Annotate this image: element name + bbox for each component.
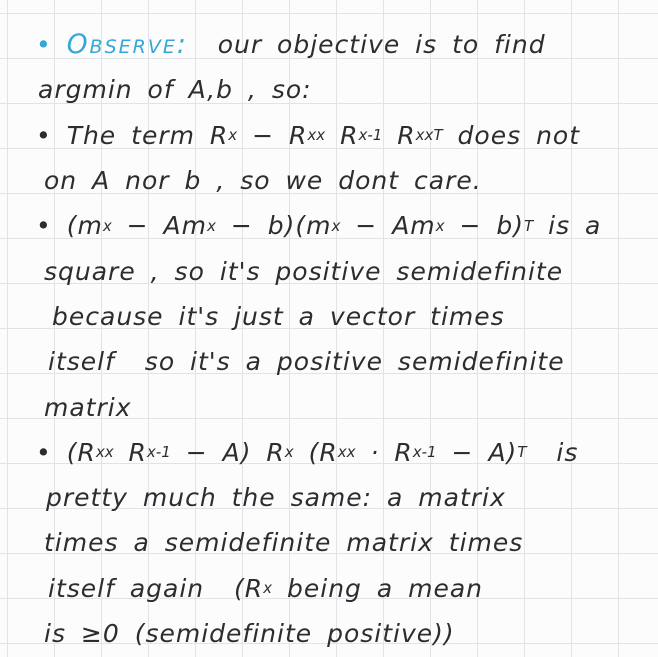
note-text-segment: x xyxy=(263,579,273,598)
note-line-10 xyxy=(36,430,652,475)
note-text-segment: is ≥0 (semidefinite positive)) xyxy=(44,619,455,648)
note-text-segment: T xyxy=(517,443,527,462)
handwritten-note-page xyxy=(36,22,652,656)
note-text-segment: T xyxy=(524,216,534,235)
note-line-5 xyxy=(36,203,652,248)
note-text-segment: (R xyxy=(293,437,338,467)
note-text-segment: pretty much the same: a matrix xyxy=(46,483,506,513)
note-text-segment: x xyxy=(284,443,294,462)
note-text-segment: − Am xyxy=(111,211,207,241)
note-text-segment: − b)(m xyxy=(215,211,332,241)
note-line-2 xyxy=(36,67,652,112)
note-text-segment: is a xyxy=(533,211,602,241)
note-text-segment: x xyxy=(435,216,445,235)
note-text-segment: matrix xyxy=(44,392,132,422)
note-text-segment: x xyxy=(102,216,112,235)
note-text-segment: itself so it's a positive semidefinite xyxy=(48,347,565,377)
note-line-13 xyxy=(36,566,652,611)
note-text-segment: − Am xyxy=(340,211,436,241)
note-text-segment: R xyxy=(113,437,147,467)
note-text-segment: does not xyxy=(442,120,581,150)
note-text-segment: • The term R xyxy=(36,120,229,150)
note-text-segment: − A) R xyxy=(170,437,285,467)
note-line-14 xyxy=(36,611,652,656)
note-text-segment: Observe: xyxy=(66,29,188,61)
note-text-segment: being a mean xyxy=(272,573,484,603)
note-line-8 xyxy=(36,339,652,384)
note-text-segment: x xyxy=(146,443,156,462)
note-text-segment: because it's just a vector times xyxy=(52,301,505,331)
note-text-segment: itself again (R xyxy=(48,573,264,603)
note-line-1 xyxy=(36,22,652,67)
note-line-9 xyxy=(36,384,652,429)
note-text-segment: -1 xyxy=(421,443,437,462)
note-text-segment: T xyxy=(433,126,443,145)
note-text-segment: · R xyxy=(355,437,413,467)
note-line-12 xyxy=(36,520,652,565)
note-text-segment: xx xyxy=(415,126,434,145)
note-text-segment: x xyxy=(207,216,216,235)
note-line-4 xyxy=(36,158,652,203)
note-text-segment: • (R xyxy=(36,437,96,467)
note-text-segment: R xyxy=(325,120,359,150)
note-text-segment: R xyxy=(382,120,416,150)
note-line-11 xyxy=(36,475,652,520)
note-text-segment: xx xyxy=(95,443,114,462)
note-text-segment: xx xyxy=(307,126,326,145)
note-text-segment: -1 xyxy=(367,126,383,145)
note-text-segment: xx xyxy=(337,443,356,462)
note-text-segment: x xyxy=(228,126,238,145)
note-text-segment: − b) xyxy=(444,211,525,241)
note-text-segment: − A) xyxy=(436,437,518,467)
note-line-3 xyxy=(36,113,652,158)
note-text-segment: our objective is to find xyxy=(187,30,546,60)
note-text-segment: times a semidefinite matrix times xyxy=(44,528,524,558)
note-text-segment: on A nor b , so we dont care. xyxy=(44,166,482,196)
note-text-segment: -1 xyxy=(155,443,171,462)
note-text-segment: • (m xyxy=(36,211,103,241)
note-text-segment: x xyxy=(412,443,422,462)
note-text-segment: • xyxy=(36,30,67,60)
note-text-segment: x xyxy=(358,126,368,145)
note-text-segment: square , so it's positive semidefinite xyxy=(44,256,564,286)
note-text-segment: argmin of A,b , so: xyxy=(38,75,312,105)
note-text-segment: is xyxy=(526,437,579,467)
note-line-6 xyxy=(36,248,652,293)
note-line-7 xyxy=(36,294,652,339)
note-text-segment: x xyxy=(331,216,341,235)
note-text-segment: − R xyxy=(237,120,308,150)
